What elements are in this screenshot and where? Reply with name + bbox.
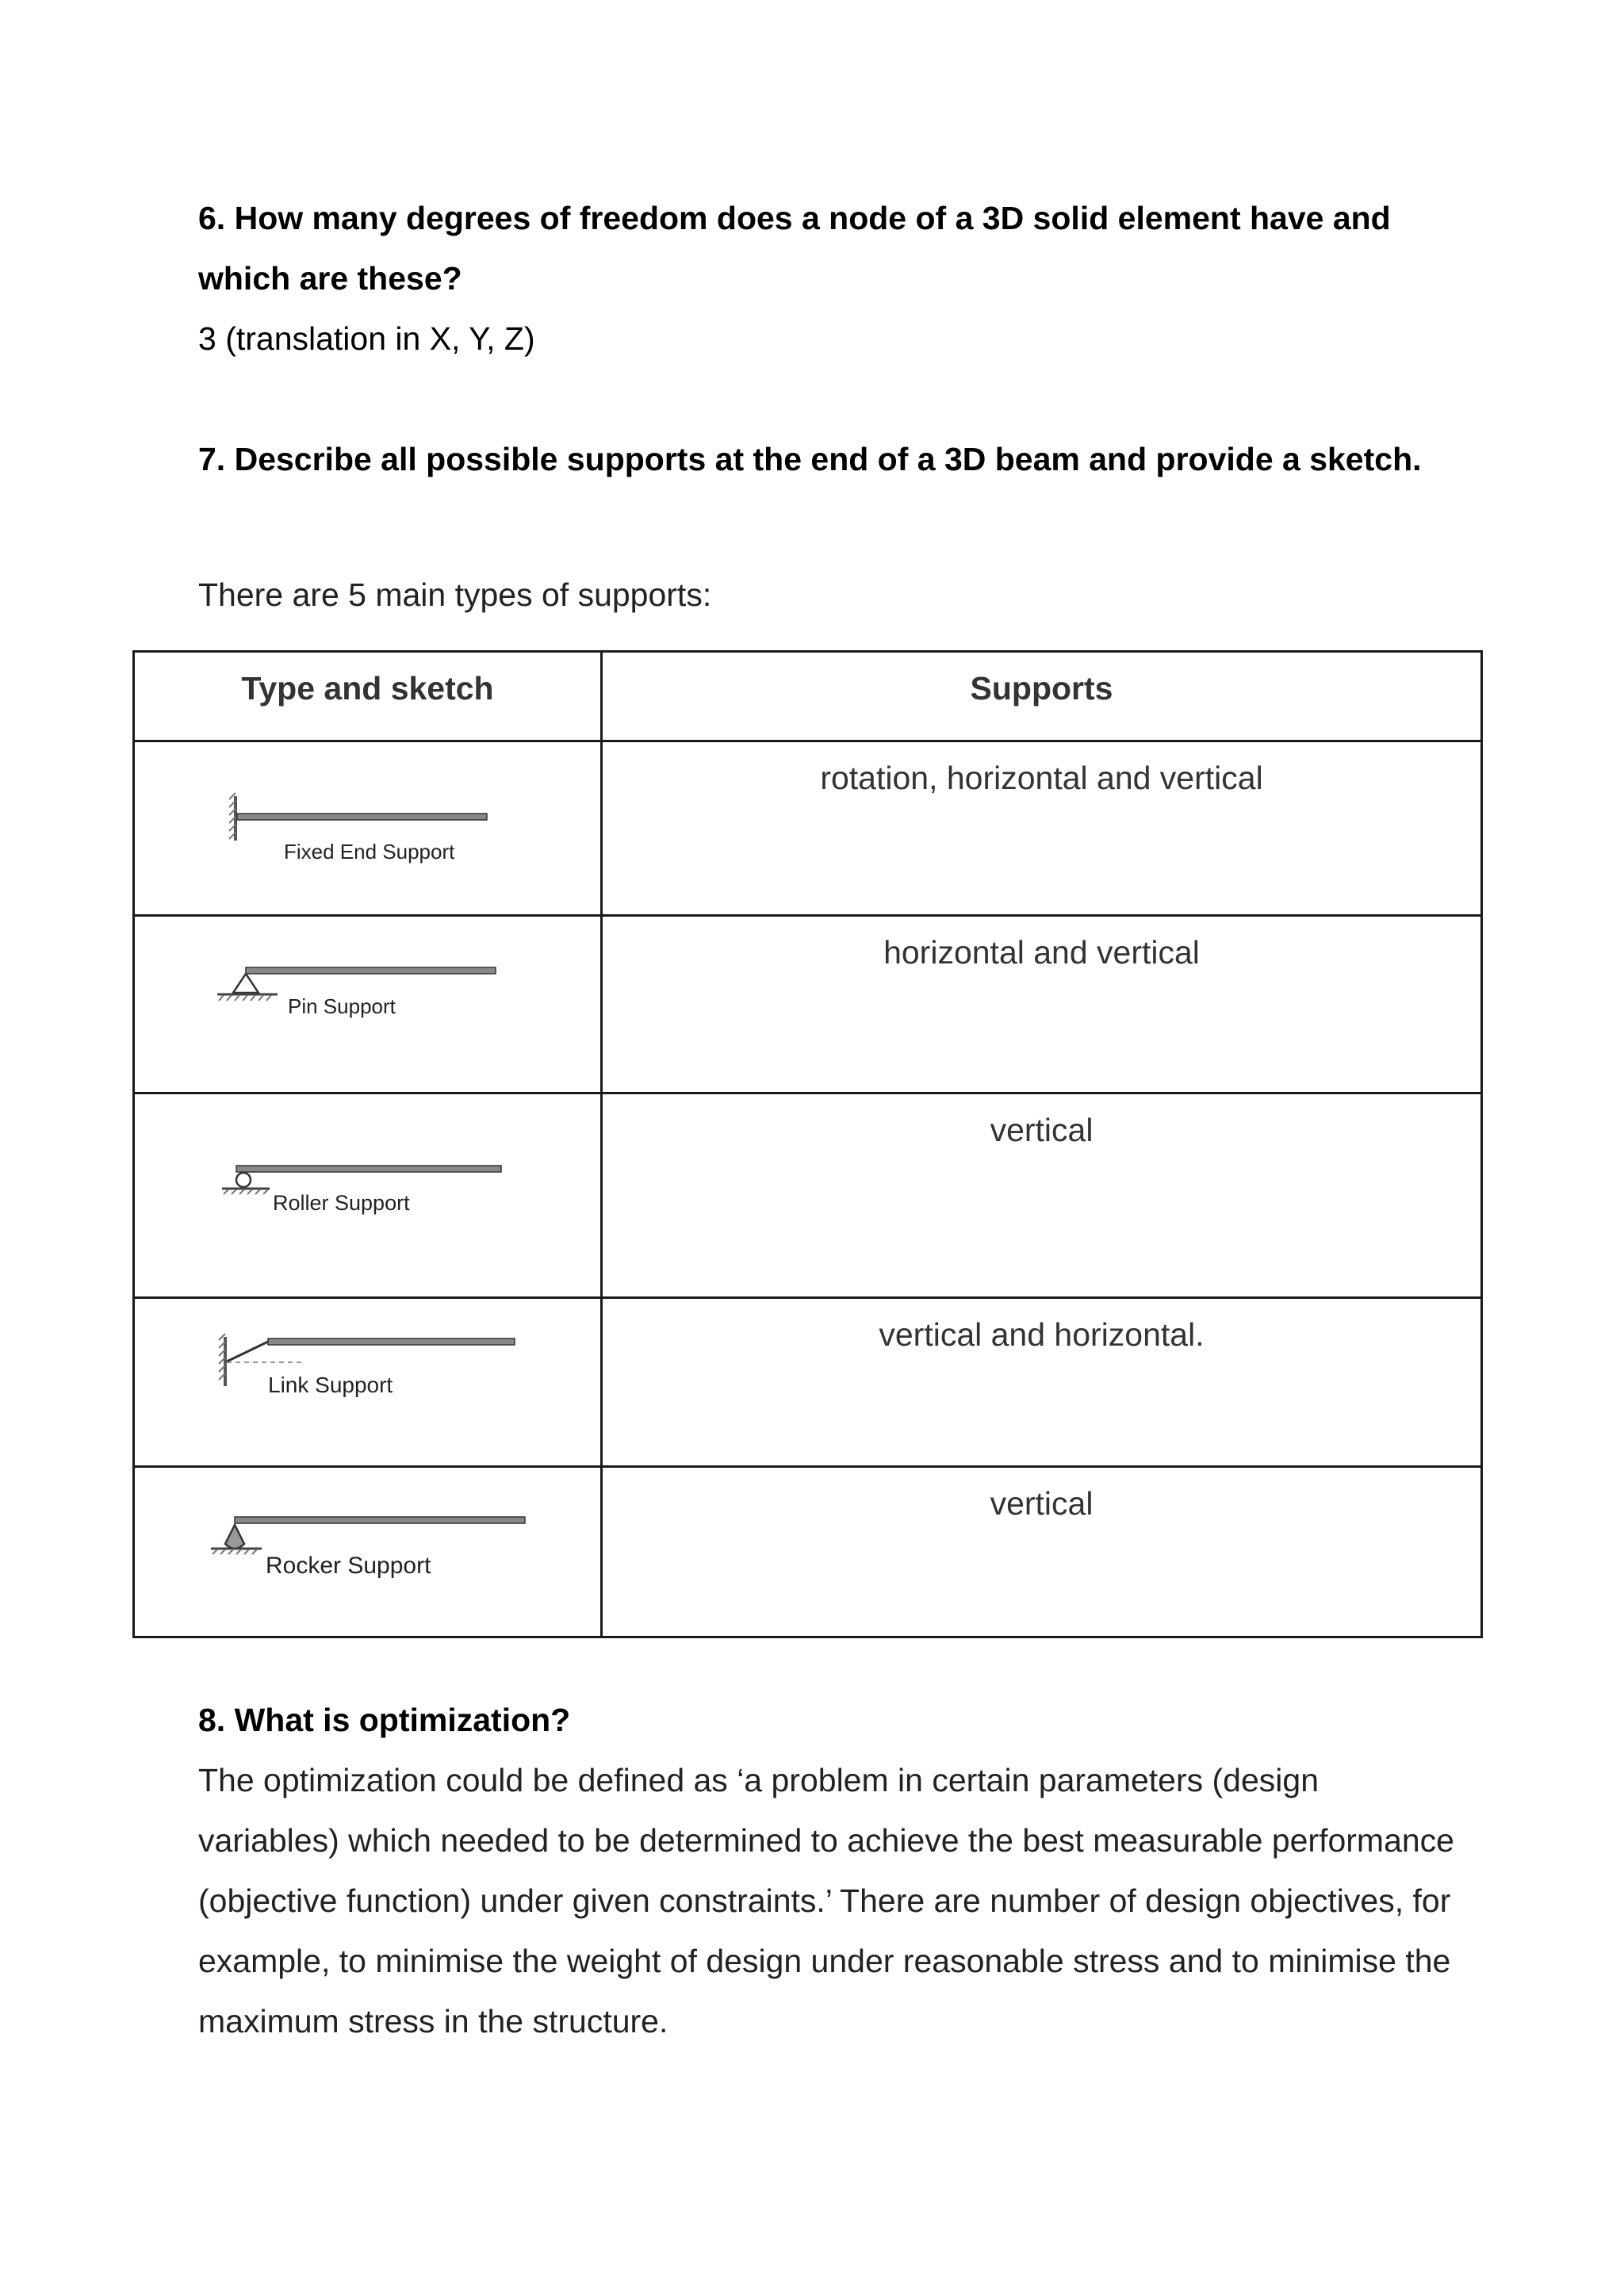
beam (236, 1166, 501, 1172)
link-wall-icon (219, 1334, 225, 1386)
beam (268, 1338, 515, 1345)
supports-value: vertical (602, 1093, 1482, 1298)
ground-hatch-icon (211, 1549, 262, 1554)
fixed-wall-icon (229, 793, 236, 841)
supports-value: rotation, horizontal and vertical (602, 741, 1482, 916)
table-header-row (134, 652, 1482, 741)
table-row (134, 1093, 1482, 1298)
question-6: 6. How many degrees of freedom does a node of a 3D solid element have and which are these? (198, 200, 1391, 297)
table-row (134, 1298, 1482, 1467)
answer-6: 3 (translation in X, Y, Z) (198, 320, 535, 357)
supports-value: vertical (602, 1467, 1482, 1637)
roller-support-sketch (134, 1093, 602, 1298)
supports-value: vertical and horizontal. (602, 1298, 1482, 1467)
roller-icon (236, 1173, 251, 1187)
sketch-label: Link Support (268, 1373, 393, 1397)
beam (246, 967, 496, 974)
table-row (134, 916, 1482, 1093)
sketch-label: Roller Support (273, 1191, 410, 1215)
question-8: 8. What is optimization? (198, 1702, 571, 1738)
header-type-and-sketch: Type and sketch (134, 652, 602, 741)
question-7: 7. Describe all possible supports at the end of a 3D beam and provide a sketch. (198, 441, 1422, 477)
rocker-support-sketch (134, 1467, 602, 1637)
supports-value: horizontal and vertical (602, 916, 1482, 1093)
rocker-icon (225, 1525, 244, 1549)
fixed-end-support-sketch (134, 741, 602, 916)
beam (235, 1517, 525, 1523)
table-row (134, 741, 1482, 916)
table-row (134, 1467, 1482, 1637)
pin-triangle-icon (233, 974, 259, 993)
beam (237, 814, 487, 820)
answer-8: The optimization could be defined as ‘a problem in certain parameters (design variables) which needed to be determined to achieve the best measurable performance (objective function) under given constraints.’ There are number of design objectives, for example, to minimise the weight of design under reasonable stress and to minimise the maximum stress in the structure. (198, 1762, 1454, 2039)
sketch-label: Fixed End Support (284, 840, 455, 864)
answer-7-intro: There are 5 main types of supports: (198, 576, 712, 613)
link-bar (227, 1342, 268, 1361)
ground-hatch-icon (217, 994, 278, 1001)
sketch-label: Pin Support (288, 994, 396, 1018)
ground-hatch-icon (222, 1189, 270, 1194)
supports-table (132, 650, 1483, 1638)
sketch-label: Rocker Support (266, 1553, 431, 1579)
pin-support-sketch (134, 916, 602, 1093)
link-support-sketch (134, 1298, 602, 1467)
header-supports: Supports (602, 652, 1482, 741)
